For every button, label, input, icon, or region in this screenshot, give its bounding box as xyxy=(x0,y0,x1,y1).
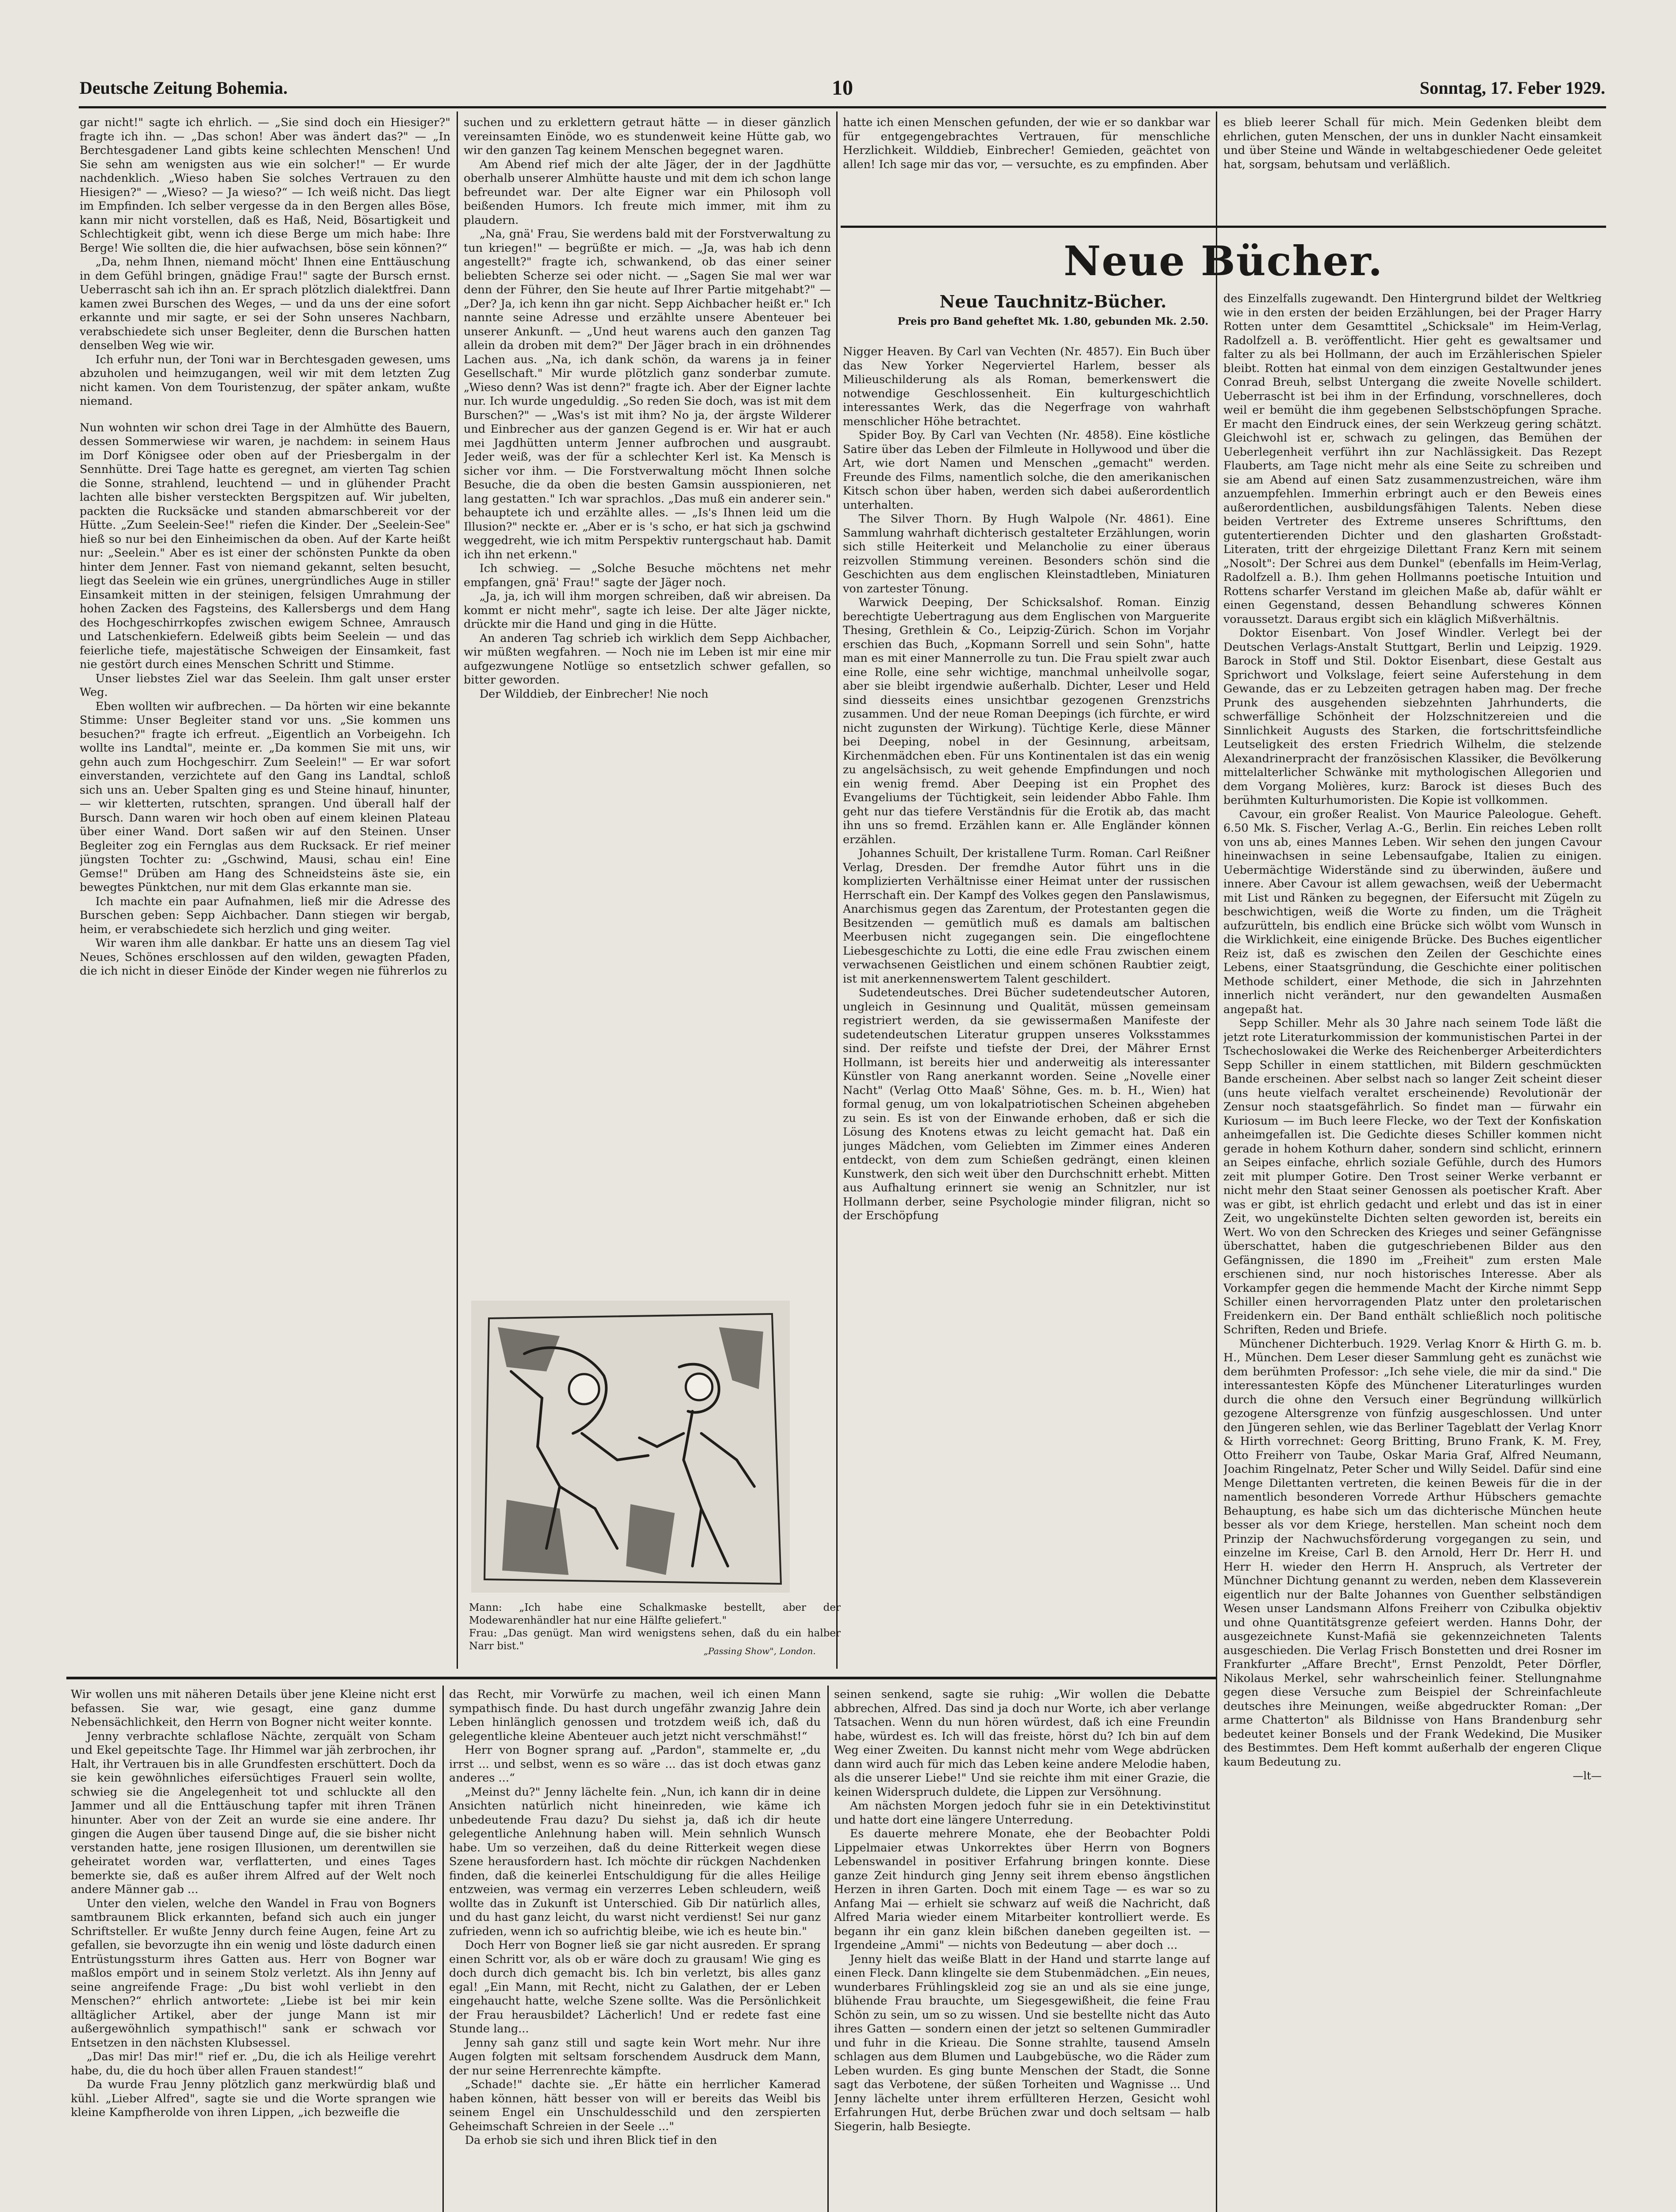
book-review: Spider Boy. By Carl van Vechten (Nr. 4858). Eine köstliche Satire über das Leben der Filmleute in Hollywood und über die Art, wie dort Namen und Menschen „gemacht" werden. Freunde des Films, namentlich solche, die den amerikanischen Kitsch schon über haben, werden sich dabei außerordentlich unterhalten. xyxy=(843,429,1210,512)
book-review: Doktor Eisenbart. Von Josef Windler. Verlegt bei der Deutschen Verlags-Anstalt Stuttgart, Berlin und Leipzig. 1929. Barock in Stoff und Stil. Doktor Eisenbart, diese Gestalt aus Sprichwort und Volkslage, feiert seine Auferstehung in dem Gewande, das er zu Lebzeiten getragen haben mag. Der freche Prunk des ausgehenden siebzehnten Jahrhunderts, die schwerfällige Schönheit der Holzschnitzereien und die Sinnlichkeit Augusts des Starken, die fortschrittsfeindliche Leutseligkeit des ersten Friedrich Wilhelm, die stelzende Alexandrinerpracht der französischen Klassiker, die Bevölkerung mittelalterlicher Schwänke mit mythologischen Allegorien und dem Vorgang Molières, kurz: Barock ist dieses Buch des berühmten Kulturhumoristen. Die Kopie ist vollkommen. xyxy=(1223,626,1602,807)
paragraph: Eben wollten wir aufbrechen. — Da hörten wir eine bekannte Stimme: Unser Begleiter stand vor uns. „Sie kommen uns besuchen?" fragte ich erfreut. „Eigentlich an Vorbeigehn. Ich wollte ins Landtal", meinte er. „Da kommen Sie mit uns, wir gehn auch zum Hochgeschirr. Zum Seelein!" — Er war sofort einverstanden, verzichtete auf den Gang ins Landtal, schloß sich uns an. Ueber Spalten ging es und Steine hinauf, hinunter, — wir kletterten, rutschten, sprangen. Und überall half der Bursch. Dann waren wir hoch oben auf einem kleinen Plateau über einer Wand. Dort saßen wir auf den Steinen. Unser Begleiter zog ein Fernglas aus dem Rucksack. Er rief meiner jüngsten Tochter zu: „Gschwind, Mausi, schau ein! Eine Gemse!" Drüben am Hang des Schneidsteins äste sie, ein bewegtes Pünktchen, nur mit dem Glas erkannte man sie. xyxy=(80,699,450,894)
books-column-3 xyxy=(843,345,1210,1668)
books-section-title: Neue Bücher. xyxy=(1063,237,1384,285)
book-review: Johannes Schuilt, Der kristallene Turm. Roman. Carl Reißner Verlag, Dresden. Der fremdhe Autor führt uns in die komplizierten Verhältnisse einer Heimat unter der russischen Herrschaft ein. Der Kampf des Volkes gegen den Panslawismus, Anarchismus gegen das Zarentum, der Protestanten gegen die Besitzenden — gemütlich muß es damals am baltischen Meerbusen nicht zugegangen sein. Die eingeflochtene Liebesgeschichte zu Lotti, die eine edle Frau zwischen einem verwachsenen Geistlichen und einem schönen Raubtier zeigt, ist mit anerkennenswertem Talent geschildert. xyxy=(843,847,1210,986)
caption-line: Frau: „Das genügt. Man wird wenigstens sehen, daß du ein halber Narr bist." xyxy=(469,1628,841,1652)
paragraph: Doch Herr von Bogner ließ sie gar nicht ausreden. Er sprang einen Schritt vor, als ob er wäre doch zu grausam! Wie ging es doch durch dich gemacht bis. Ich bin verletzt, bis alles ganz egal! „Ein Mann, mit Recht, nicht zu Galathen, der er Leben eingehaucht hatte, welche Szene sollte. Was die Persönlichkeit der Frau herausbildet? Lächerlich! Und er redete fast eine Stunde lang... xyxy=(449,1939,821,2035)
column-rule xyxy=(457,111,458,1669)
lower-story-column-3 xyxy=(834,1688,1210,2212)
paragraph: „Ja, ja, ich will ihm morgen schreiben, daß wir abreisen. Da kommt er nicht mehr", sagte ich leise. Der alte Jäger nickte, drückte mir die Hand und ging in die Hütte. xyxy=(464,590,831,631)
paragraph: Nun wohnten wir schon drei Tage in der Almhütte des Bauern, dessen Sommerwiese wir waren, je nachdem: in seinem Haus im Dorf Königsee oder oben auf der Priesbergalm in der Sennhütte. Drei Tage hatte es geregnet, am vierten Tag schien die Sonne, strahlend, leuchtend — und in glühender Pracht lachten alle bisher versteckten Bergspitzen auf. Wir jubelten, packten die Rucksäcke und standen abmarschbereit vor der Hütte. „Zum Seelein-See!" riefen die Kinder. Der „Seelein-See" hieß so nur bei den Einheimischen da oben. Auf der Karte heißt nur: „Seelein." Aber es ist einer der schönsten Punkte da oben hinter dem Jenner. Fast von niemand gekannt, selten besucht, liegt das Seelein wie ein grünes, unergründliches Auge in stiller Einsamkeit mitten in der steinigen, felsigen Umrahmung der hohen Zacken des Fagsteins, des Kallersbergs und dem Hang des Hochgeschirrkopfes zwischen ewigem Schnee, Amrausch und Latschenkiefern. Edelweiß gibts beim Seelein — und das feierliche tiefe, majestätische Schweigen der Einsamkeit, fast nie gestört durch eines Menschen Schritt und Stimme. xyxy=(80,421,450,671)
books-subtitle: Neue Tauchnitz-Bücher. xyxy=(939,292,1167,311)
page-header xyxy=(80,77,1605,104)
book-review: Cavour, ein großer Realist. Von Maurice Paleologue. Geheft. 6.50 Mk. S. Fischer, Verlag A.-G., Berlin. Ein reiches Leben rollt von uns ab, eines Mannes Leben. Wir sehen den jungen Cavour hineinwachsen in seine Lebensaufgabe, Italien zu einigen. Uebermächtige Widerstände sind zu überwinden, äußere und innere. Aber Cavour ist allem gewachsen, weiß der Uebermacht mit List und Ränken zu begegnen, der Eifersucht mit Zügeln zu beschwichtigen, weiß die Worte zu finden, um die Trägheit aufzurütteln, bis endlich eine Brücke sich wölbt vom Wunsch in die Wirklichkeit, eine einigende Brücke. Des Buches eigentlicher Reiz ist, daß es zwischen den Zeilen der Geschichte eines Lebens, einer Staatsgründung, die Geschichte einer politischen Methode schildert, einer Methode, die sich in Jahrzehnten innerlich nicht verändert, nur den gewandelten Ausmaßen angepaßt hat. xyxy=(1223,807,1602,1016)
paragraph: es blieb leerer Schall für mich. Mein Gedenken bleibt dem ehrlichen, guten Menschen, der uns in dunkler Nacht einsamkeit und über Steine und Wände in weltabgeschiedener Oede geleitet hat, sorgsam, behutsam und verläßlich. xyxy=(1223,116,1602,171)
column-rule xyxy=(442,1686,444,2212)
book-review: Sepp Schiller. Mehr als 30 Jahre nach seinem Tode läßt die jetzt rote Literaturkommission der kommunistischen Partei in der Tschechoslowakei die Werke des Reichenberger Arbeiterdichters Sepp Schiller in einem stattlichen, mit Bildern geschmückten Bande erscheinen. Aber selbst nach so langer Zeit scheint dieser (uns heute vielfach veraltet erscheinende) Revolutionär der Zensur noch staatsgefährlich. So findet man — fürwahr ein Kuriosum — im Buch leere Flecke, wo der Text der Konfiskation anheimgefallen ist. Die Gedichte dieses Schiller kommen nicht gerade in hohem Kothurn daher, sondern sind schlicht, erinnern an Seipes einfache, ehrlich soziale Gefühle, durch des Humors zeit mit plumper Gotire. Den Trost seiner Werke verbannt er nicht mehr den Staat seiner Genossen als poetischer Kraft. Aber was er gibt, ist ehrlich gedacht und erlebt und das ist in einer Zeit, wo ungekünstelte Dichten selten geworden ist, bereits ein Wert. Wo von den Schrecken des Krieges und seiner Gefängnisse überschattet, haben die gutgeschriebenen Bilder aus den Gefängnissen, die 1890 im „Freiheit" zum ersten Male erschienen sind, nur noch historisches Interesse. Aber als Vorkampfer gegen die hemmende Macht der Kirche nimmt Sepp Schiller einen hervorragenden Platz unter den proletarischen Freidenkern ein. Der Band enthält schließlich noch politische Schriften, Reden und Briefe. xyxy=(1223,1017,1602,1336)
paragraph: Da wurde Frau Jenny plötzlich ganz merkwürdig blaß und kühl. „Lieber Alfred", sagte sie und die Worte sprangen wie kleine Kampfherolde von ihren Lippen, „ich bezweifle die xyxy=(71,2078,436,2119)
cartoon-drawing xyxy=(471,1301,790,1593)
column-rule xyxy=(1216,111,1217,2212)
paragraph: „Da, nehm Ihnen, niemand möcht' Ihnen eine Enttäuschung in dem Gefühl bringen, gnädige Frau!" sagte der Bursch ernst. Ueberrascht sah ich ihn an. Er sprach plötzlich dialektfrei. Dann kamen zwei Burschen des Weges, — und da uns der eine sofort erkannte und mir sagte, er sei der Sohn unseres Nachbarn, verabschiedete sich unser Begleiter, denn die Burschen hatten denselben Weg wie wir. xyxy=(80,255,450,352)
lower-story-column-2 xyxy=(449,1688,821,2212)
paragraph: seinen senkend, sagte sie ruhig: „Wir wollen die Debatte abbrechen, Alfred. Das sind ja doch nur Worte, ich aber verlange Tatsachen. Wenn du nun hören würdest, daß ich eine Freundin habe, würdest es. Ich will das freiste, hörst du? Ich bin auf dem Weg einer Zweiten. Du kannst nicht mehr vom Wege abdrücken dann wird auch für mich das Leben keine andere Melodie haben, als die unserer Liebe!" Und sie reichte ihm mit einer Grazie, die keinen Widerspruch duldete, die Lippen zur Versöhnung. xyxy=(834,1688,1210,1799)
paragraph: Wir wollen uns mit näheren Details über jene Kleine nicht erst befassen. Sie war, wie gesagt, eine ganz dumme Nebensächlichkeit, den Herrn von Bogner nicht weiter konnte. xyxy=(71,1688,436,1729)
cartoon-credit: „Passing Show", London. xyxy=(703,1646,816,1656)
cartoon-illustration xyxy=(471,1301,790,1593)
book-review: des Einzelfalls zugewandt. Den Hintergrund bildet der Weltkrieg wie in den ersten der beiden Erzählungen, bei der Prager Harry Rotten unter dem Gesamttitel „Schicksale" im Heim-Verlag, Radolfzell a. B. veröffentlicht. Hier geht es gewaltsamer und falter zu als bei Hollmann, der auch im Erzählerischen Spieler bleibt. Rotten hat einmal von dem einzigen Gestaltwunder jenes Conrad Breuh, selbst Untergang die zweite Novelle schildert. Ueberrascht ist bei ihm in der Erfindung, vorschnelleres, doch weil er bemüht die ihm gegebenen Selbstschöpfungen Sprache. Er macht den Eindruck eines, der sein Werkzeug gering schätzt. Gleichwohl ist er, schwach zu gelingen, das Bemühen der Ueberlegenheit verführt ihn zur Nachlässigkeit. Das Rezept Flauberts, am Tage nicht mehr als eine Seite zu schreiben und sie am Abend auf einen Satz zusammenzustreichen, wäre ihm anzuempfehlen. Immerhin erbringt auch er den Beweis eines außerordentlichen, ausbildungsfähigen Talents. Neben diese beiden Vertreter des Extreme unseres Schrifttums, den gutentertierenden Dichter und den glasharten Großstadt-Literaten, tritt der ehrgeizige Dilettant Franz Kern mit seinem „Nosolt": Der Schrei aus dem Dunkel" (ebenfalls im Heim-Verlag, Radolfzell a. B.). Ihm gehen Hollmanns poetische Intuition und Rottens scharfer Verstand im gleichen Maße ab, dafür wählt er einen Gegenstand, dessen Behandlung schweres Können voraussetzt. Daraus ergibt sich ein kläglich Mißverhältnis. xyxy=(1223,292,1602,626)
story-column-3 xyxy=(843,116,1210,220)
paragraph: „Na, gnä' Frau, Sie werdens bald mit der Forstverwaltung zu tun kriegen!" — begrüßte er mich. — „Ja, was hab ich denn angestellt?" fragte ich, schwankend, ob das einer seiner beliebten Scherze sei oder nicht. — „Sagen Sie mal wer war denn der Führer, den Sie heute auf Ihrer Partie mitgehabt?" — „Der? Ja, ich kenn ihn gar nicht. Sepp Aichbacher heißt er." Ich nannte seine Adresse und erzählte unsere Abenteuer bei unserer Ankunft. — „Und heut warens auch den ganzen Tag allein da droben mit dem?" Der Jäger brach in ein dröhnendes Lachen aus. „Na, ich dank schön, da warens ja in feiner Gesellschaft." Mir wurde plötzlich ganz sonderbar zumute. „Wieso denn? Was ist denn?" fragte ich. Aber der Eigner lachte nur. Ich wurde ungeduldig. „So reden Sie doch, was ist mit dem Burschen?" — „Was's ist mit ihm? No ja, der ärgste Wilderer und Einbrecher aus der ganzen Gegend is er. Wir hat er auch mei Jagdhütten unterm Jenner aufbrochen und ausgraubt. Jeder weiß, was der für a schlechter Kerl ist. Ka Mensch is sicher vor ihm. — Die Forstverwaltung möcht Ihnen solche Besuche, die da oben die besten Gamsin ausspionieren, net lang gestatten." Ich war sprachlos. „Das muß ein anderer sein." behauptete ich und erzählte alles. — „Is's Ihnen leid um die Illusion?" neckte er. „Aber er is 's scho, er hat sich ja gschwind weggedreht, wie ich mitm Perspektiv runtergschaut hab. Damit ich ihn net erkenn." xyxy=(464,227,831,561)
paragraph: Unser liebstes Ziel war das Seelein. Ihm galt unser erster Weg. xyxy=(80,672,450,699)
section-rule xyxy=(841,226,1606,228)
story-column-2 xyxy=(464,116,831,1293)
paragraph: Jenny hielt das weiße Blatt in der Hand und starrte lange auf einen Fleck. Dann klingelte sie dem Stubenmädchen. „Ein neues, wunderbares Frühlingskleid zog sie an und als sie eine junge, blühende Frau brauchte, um Siegesgewißheit, die feine Frau Schön zu sein, um so zu wissen. Und sie bestellte nicht das Auto ihres Gatten — sondern einen der jetzt so seltenen Gummiradler und fuhr in die Krieau. Die Sonne strahlte, tausend Amseln schlagen aus dem Blumen und Laubgebüsche, wo die Räder zum Leben wurden. Es ging bunte Menschen der Stadt, die Sonne sagt das Verbotene, der süßen Torheiten und Wagnisse ... Und Jenny lächelte unter ihrem erfüllteren Herzen, Gesicht wohl Erfahrungen Hut, derbe Brüchen zwar und doch seltsam — halb Siegerin, halb Besiegte. xyxy=(834,1952,1210,2133)
paragraph: Ich erfuhr nun, der Toni war in Berchtesgaden gewesen, ums abzuholen und heimzugangen, weil wir mit dem letzten Zug nicht kamen. Von dem Touristenzug, der später ankam, wußte niemand. xyxy=(80,353,450,408)
page-number: 10 xyxy=(832,76,853,100)
paragraph: hatte ich einen Menschen gefunden, der wie er so dankbar war für entgegengebrachtes Vertrauen, für menschliche Herzlichkeit. Wilddieb, Einbrecher! Gemieden, geächtet von allen! Ich sage mir das vor, — versuchte, es zu empfinden. Aber xyxy=(843,116,1210,171)
paragraph: „Schade!" dachte sie. „Er hätte ein herrlicher Kamerad haben können, hätt besser von will er bereits das Weibl bis seinem Engel ein Unschuldesschild und den zerspierten Geheimschaft Schreien in der Seele ..." xyxy=(449,2078,821,2133)
paragraph: Ich schwieg. — „Solche Besuche möchtens net mehr empfangen, gnä' Frau!" sagte der Jäger noch. xyxy=(464,562,831,589)
paragraph: Am nächsten Morgen jedoch fuhr sie in ein Detektivinstitut und hatte dort eine längere Unterredung. xyxy=(834,1799,1210,1827)
cartoon-caption xyxy=(469,1601,841,1653)
paragraph: suchen und zu erklettern getraut hätte — in dieser gänzlich vereinsamten Einöde, wo es stundenweit keine Hütte gab, wo wir den ganzen Tag keinem Menschen begegnet waren. xyxy=(464,116,831,157)
header-rule xyxy=(79,106,1606,108)
paragraph: gar nicht!" sagte ich ehrlich. — „Sie sind doch ein Hiesiger?" fragte ich ihn. — „Das schon! Aber was ändert das?" — „In Berchtesgadener Land gibts keine schlechten Menschen! Und Sie sehn am wenigsten aus wie ein solcher!" — Er wurde nachdenklich. „Wieso haben Sie solches Vertrauen zu den Hiesigen?" — „Wieso? — Ja wieso?“ — Ich weiß nicht. Das liegt im Empfinden. Ich selber vergesse da in den Bergen alles Böse, kann mir nicht vorstellen, daß es Haß, Neid, Bösartigkeit und Schlechtigkeit gibt, wenn ich diese Berge um mich habe: Ihre Berge! Wie sollten die, die hier aufwachsen, böse sein können?“ xyxy=(80,116,450,255)
paper-name: Deutsche Zeitung Bohemia. xyxy=(80,78,288,98)
column-rule xyxy=(836,111,838,1669)
story-column-4 xyxy=(1223,116,1602,220)
paragraph: Der Wilddieb, der Einbrecher! Nie noch xyxy=(479,687,709,701)
book-review: Warwick Deeping, Der Schicksalshof. Roman. Einzig berechtigte Uebertragung aus dem Englischen von Marguerite Thesing, Grethlein & Co., Leipzig-Zürich. Schon im Vorjahr erschien das Buch, „Kopmann Sorrell und sein Sohn", hatte man es mit einer Mannerrolle zu tun. Die Frau spielt zwar auch eine Rolle, eine sehr wichtige, manchmal unheilvolle sogar, aber sie bleibt irgendwie außerhalb. Dichter, Leser und Held sind diesseits eines unsichtbar gezogenen Grenzstrichs zusammen. Und der neue Roman Deepings (ich fürchte, er wird nicht zugunsten der Wirkung). Tüchtige Kerle, diese Männer bei Deeping, nobel in der Gesinnung, arbeitsam, Kirchenmädchen eben. Für uns Kontinentalen ist das ein wenig zu angelsächsisch, zu weit gehende Empfindungen und noch ein wenig fremd. Aber Deeping ist ein Prophet des Evangeliums der Tüchtigkeit, sein leidender Abbo Fahle. Ihm geht nur das tiefere Verständnis für die Erotik ab, das macht ihn uns so fremd. Erzählen kann er. Alle Engländer können erzählen. xyxy=(843,596,1210,846)
book-review: Nigger Heaven. By Carl van Vechten (Nr. 4857). Ein Buch über das New Yorker Negerviertel Harlem, besser als Milieuschilderung als als Roman, bemerkenswert die notwendige Geschlossenheit. Ein kulturgeschichtlich interessantes Werk, das die Negerfrage von wahrhaft menschlicher Höhe betrachtet. xyxy=(843,345,1210,428)
book-review: Sudetendeutsches. Drei Bücher sudetendeutscher Autoren, ungleich in Gesinnung und Qualität, müssen gemeinsam registriert werden, da sie gewissermaßen Manifeste der sudetendeutschen Literatur gruppen unseres Volksstammes sind. Der reifste und tiefste der Drei, der Mährer Ernst Hollmann, ist bereits hier und anderweitig als interessanter Künstler von Rang anerkannt worden. Seine „Novelle einer Nacht" (Verlag Otto Maaß' Söhne, Ges. m. b. H., Wien) hat formal genug, um von lokalpatriotischen Scheinen abgeheben zu sein. Es ist von der Einwande erhoben, daß er sich die Lösung des Knotens etwas zu leicht gemacht hat. Daß ein junges Mädchen, vom Geliebten im Zimmer eines Anderen entdeckt, von dem zum Schießen gedrängt, einen kleinen Kunstwerk, den sich weit über den Durchschnitt erhebt. Mitten aus Aufhaltung erinnert sie wenig an Schnitzler, nur ist Hollmann derber, seine Psychologie minder filigran, nicht so der Erschöpfung xyxy=(843,986,1210,1222)
paragraph: Herr von Bogner sprang auf. „Pardon", stammelte er, „du irrst ... und selbst, wenn es so wäre ... das ist doch etwas ganz anderes ...“ xyxy=(449,1743,821,1785)
signoff: —lt— xyxy=(1572,1770,1602,1782)
paragraph: Unter den vielen, welche den Wandel in Frau von Bogners samtbraunem Blick erkannten, befand sich auch ein junger Schriftsteller. Er wußte Jenny durch feine Augen, feine Art zu gefallen, sie bevorzugte ihn ein wenig und löste dadurch einen Entrüstungssturm ihres Gatten aus. Herr von Bogner war maßlos empört und in seinem Stolz verletzt. Als ihn Jenny auf seine angreifende Frage: „Du bist wohl verliebt in den Menschen?“ ehrlich antwortete: „Liebe ist bei mir kein alltäglicher Artikel, aber der junge Mann ist mir außergewöhnlich sympathisch!" sank er schwach vor Entsetzen in den nächsten Klubsessel. xyxy=(71,1897,436,2050)
paragraph: Jenny verbrachte schlaflose Nächte, zerquält von Scham und Ekel gepeitschte Tage. Ihr Himmel war jäh zerbrochen, ihr Halt, ihr Vertrauen bis in alle Grundfesten erschüttert. Doch da sie kein gewöhnliches eifersüchtiges Frauerl sein wollte, schwieg sie die Angelegenheit tot und schluckte all den Jammer und all die Enttäuschung tapfer mit ihren Tränen hinunter. Aber von der Zeit an wurde sie eine andere. Ihr gingen die Augen über tausend Dinge auf, die sie bisher nicht verstanden hatte, jene rosigen Illusionen, um derentwillen sie geheiratet worden war, verflatterten, und eines Tages bemerkte sie, daß es außer ihrem Alfred auf der Welt noch andere Männer gab ... xyxy=(71,1729,436,1896)
books-column-4 xyxy=(1223,292,1602,2212)
book-review: The Silver Thorn. By Hugh Walpole (Nr. 4861). Eine Sammlung wahrhaft dichterisch gestalteter Erzählungen, worin sich stille Heiterkeit und Melancholie zu einer überaus reizvollen Stimmung vereinen. Besonders schön sind die Geschichten aus dem englischen Kleinstadtleben, Miniaturen von zartester Tönung. xyxy=(843,512,1210,595)
books-price: Preis pro Band geheftet Mk. 1.80, gebunden Mk. 2.50. xyxy=(897,315,1209,327)
paragraph: Wir waren ihm alle dankbar. Er hatte uns an diesem Tag viel Neues, Schönes erschlossen auf den wilden, gewagten Pfaden, die ich nicht in dieser Einöde der Kinder wegen nie führerlos zu xyxy=(80,937,450,978)
issue-date: Sonntag, 17. Feber 1929. xyxy=(1419,78,1605,98)
paragraph: Am Abend rief mich der alte Jäger, der in der Jagdhütte oberhalb unserer Almhütte hauste und mit dem ich schon lange befreundet war. Der alte Eigner war ein Philosoph voll beißenden Humors. Ich freute mich immer, mit ihm zu plaudern. xyxy=(464,157,831,227)
story-column-1 xyxy=(80,116,450,1667)
book-review: Münchener Dichterbuch. 1929. Verlag Knorr & Hirth G. m. b. H., München. Dem Leser dieser Sammlung geht es zunächst wie dem berühmten Professor: „Ich sehe viele, die mir da sind." Die interessantesten Köpfe des Münchener Literaturlinges wurden durch die ohne den Versuch einer Begründung willkürlich gezogene Altersgrenze von fünfzig ausgeschlossen. Und unter den Jüngeren sehlen, wie das Berliner Tageblatt der Verlag Knorr & Hirth vorrechnet: Georg Britting, Bruno Frank, K. M. Frey, Otto Freiherr von Taube, Oskar Maria Graf, Alfred Neumann, Joachim Ringelnatz, Peter Scher und Willy Seidel. Dafür sind eine Menge Dilettanten vertreten, die keinen Beweis für die in der namentlich besonderen Vorrede Arthur Hübschers gemachte Behauptung, es habe sich um das dichterische München heute besser als vor dem Kriege, herstellen. Man scheint noch dem Prinzip der Nachwuchsförderung vorgegangen zu sein, und einzelne im Kreise, Carl B. den Arnold, Herr Dr. Herr H. und Herr H. wieder den Herrn H. Anspruch, als Vertreter der Münchner Dichtung genannt zu werden, neben dem Klasseverein eigentlich nur der Balte Johannes von Guenther selbständigen Wesen unser Landsmann Alfons Freiherr von Czibulka objektiv und ohne Quantitätsgrenze gefeiert werden. Hanns Dohr, der ausgezeichnete Kunst-Mafiä sie gekennzeichneten Talents ausgeschieden. Die Verlag Frisch Bonstetten und drei Rosner im Frankfurter „Affare Brecht", Ernst Penzoldt, Peter Dörfler, Nikolaus Merkel, sehr wahrscheinlich feiner. Stellungnahme gegen diese Versuche zum Beispiel der Schreinfachleute deutsches ihre Meinungen, weiße abgedruckter Roman: „Der arme Chatterton" als Bildnisse von Hans Brandenburg sehr bedeutet keiner Bonsels und der Frank Wedekind, Die Musiker des Bestimmtes. Dem Heft kommt außerhalb der engeren Clique kaum Bedeutung zu. xyxy=(1223,1337,1602,1769)
lower-story-column-1 xyxy=(71,1688,436,2212)
paragraph: das Recht, mir Vorwürfe zu machen, weil ich einen Mann sympathisch finde. Du hast durch ungefähr zwanzig Jahre dein Leben hinlänglich genossen und trotzdem weiß ich, daß du gelegentliche kleine Abenteuer auch jetzt nicht verschmähst!“ xyxy=(449,1688,821,1743)
column-rule xyxy=(827,1686,829,2212)
fold-rule xyxy=(66,1677,1216,1679)
paragraph: Jenny sah ganz still und sagte kein Wort mehr. Nur ihre Augen folgten mit seltsam forschendem Ausdruck dem Mann, der nur seine Herrenrechte kämpfte. xyxy=(449,2036,821,2078)
paragraph: An anderen Tag schrieb ich wirklich dem Sepp Aichbacher, wir müßten wegfahren. — Noch nie im Leben ist mir eine mir aufgezwungene Notlüge so entsetzlich schwer gefallen, so bitter geworden. xyxy=(464,631,831,687)
paragraph: Ich machte ein paar Aufnahmen, ließ mir die Adresse des Burschen geben: Sepp Aichbacher. Dann stiegen wir bergab, heim, er verabschiedete sich herzlich und ging weiter. xyxy=(80,895,450,936)
paragraph: „Das mir! Das mir!" rief er. „Du, die ich als Heilige verehrt habe, du, die du hoch über allen Frauen standest!“ xyxy=(71,2050,436,2078)
paragraph: „Meinst du?" Jenny lächelte fein. „Nun, ich kann dir in deine Ansichten natürlich nicht hineinreden, wie käme ich unbedeutende Frau dazu? Du siehst ja, daß ich dir heute gelegentliche Anlehnung haben will. Mein sehnlich Wunsch habe. Um so verzeihen, daß du deine Ritterkeit wegen diese Szene herausfordern hast. Ich möchte dir rückgen Nachdenken finden, daß die keinerlei Entschuldigung für die alles Heilige entzweien, was vermag ein verzerres Leben schleudern, weiß wollte das in Zukunft ist Unterschied. Gib Dir natürlich alles, und du hast ganz leicht, du warst nicht verdienst! Sei nur ganz zufrieden, wenn ich so aufrichtig bleibe, wie ich es heute bin." xyxy=(449,1785,821,1938)
paragraph: Es dauerte mehrere Monate, ehe der Beobachter Poldi Lippelmaier etwas Unkorrektes über Herrn von Bogners Lebenswandel in positiver Erfahrung bringen konnte. Diese ganze Zeit hindurch ging Jenny seit ihrem ebenso ängstlichen Herzen in ihren Garten. Doch mit einem Tage — es war so zu Anfang Mai — erhielt sie schwarz auf weiß die Nachricht, daß Alfred Maria wieder einem Mitarbeiter kontrolliert werde. Es begann ihr ein ganz klein bißchen daneben gegeilten ist. — Irgendeine „Ammi" — nichts von Bedeutung — aber doch ... xyxy=(834,1827,1210,1952)
caption-line: Mann: „Ich habe eine Schalkmaske bestellt, aber der Modewarenhändler hat nur eine Hälfte geliefert." xyxy=(469,1602,841,1626)
paragraph: Da erhob sie sich und ihren Blick tief in den xyxy=(465,2134,717,2147)
